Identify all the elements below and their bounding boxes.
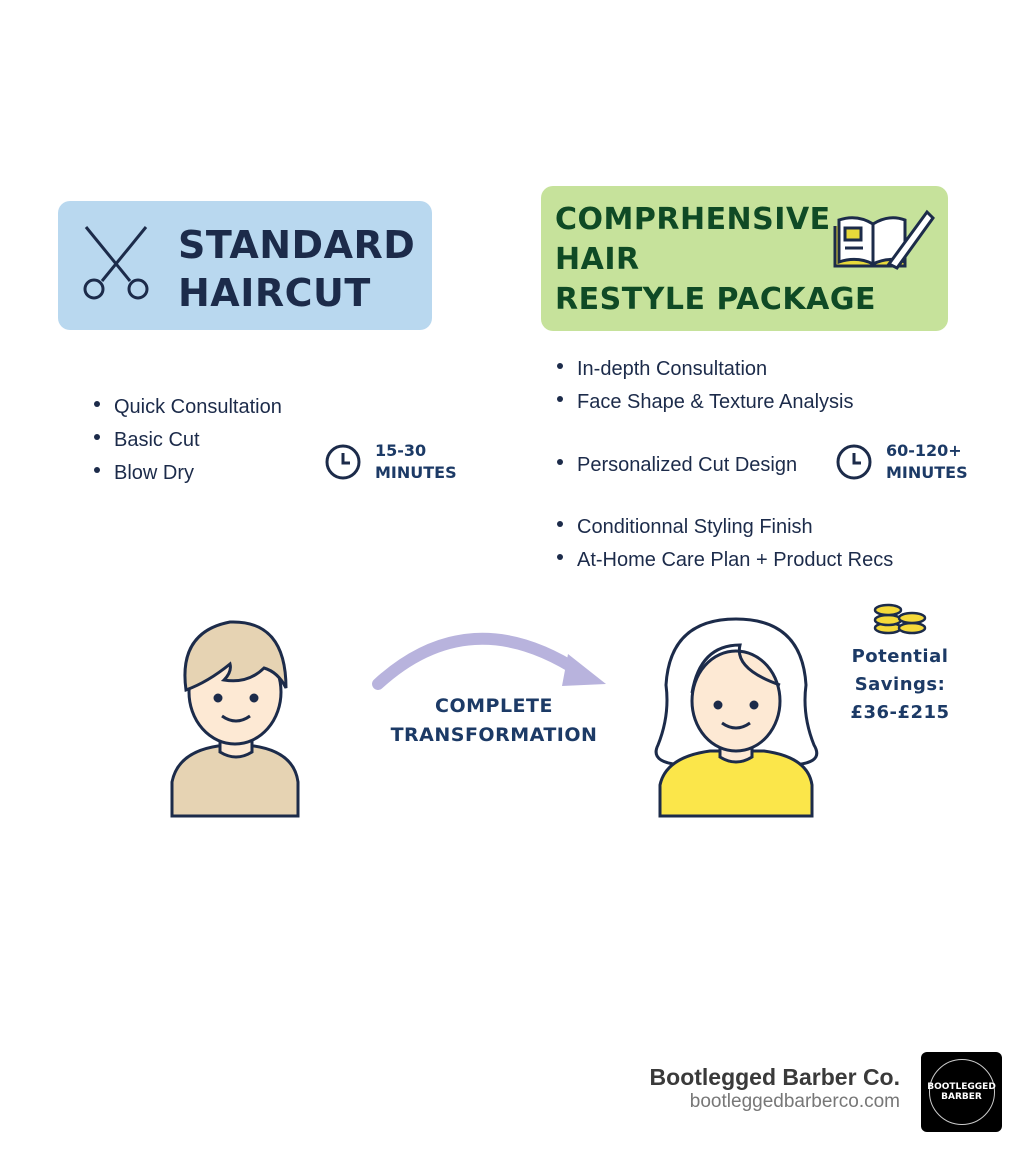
- transformation-arrow: [370, 620, 610, 690]
- brand-logo: BOOTLEGGED BARBER: [921, 1052, 1002, 1132]
- clock-icon: [324, 443, 362, 481]
- list-item: Quick Consultation: [92, 391, 282, 424]
- long-hair-person-illustration: [640, 615, 835, 818]
- comprehensive-service-list-end: [555, 511, 893, 577]
- list-item: In-depth Consultation: [555, 353, 853, 386]
- comprehensive-service-list: [555, 353, 853, 419]
- standard-time-unit: MINUTES: [375, 463, 457, 482]
- standard-haircut-card: [58, 201, 432, 330]
- savings-label: Potential Savings:: [851, 646, 949, 695]
- comprehensive-title-line1: COMPRHENSIVE: [555, 202, 831, 237]
- comprehensive-title-line2: HAIR: [555, 242, 640, 277]
- book-and-comb-icon: [833, 204, 937, 272]
- comprehensive-package-card: [541, 186, 948, 331]
- list-item: Face Shape & Texture Analysis: [555, 386, 853, 419]
- list-item: Conditionnal Styling Finish: [555, 511, 893, 544]
- coins-icon: [872, 600, 928, 636]
- list-item: Personalized Cut Design: [555, 449, 797, 482]
- list-item: Basic Cut: [92, 424, 282, 457]
- short-hair-person-illustration: [168, 612, 303, 818]
- comprehensive-service-list-mid: [555, 449, 797, 482]
- comprehensive-time-unit: MINUTES: [886, 463, 968, 482]
- standard-service-list: [92, 391, 282, 490]
- transformation-line1: COMPLETE: [435, 695, 553, 717]
- list-item: At-Home Care Plan + Product Recs: [555, 544, 893, 577]
- scissors-icon: [78, 223, 154, 303]
- list-item: Blow Dry: [92, 457, 282, 490]
- comprehensive-title-line3: RESTYLE PACKAGE: [555, 282, 876, 317]
- standard-title-line2: HAIRCUT: [178, 271, 371, 315]
- standard-title-line1: STANDARD: [178, 223, 416, 267]
- standard-time-range: 15-30: [375, 441, 427, 460]
- savings-value: £36-£215: [850, 702, 950, 723]
- transformation-line2: TRANSFORMATION: [390, 724, 598, 746]
- brand-url[interactable]: bootleggedbarberco.com: [689, 1091, 900, 1112]
- brand-name: Bootlegged Barber Co.: [649, 1064, 900, 1090]
- comprehensive-time-range: 60-120+: [886, 441, 962, 460]
- clock-icon: [835, 443, 873, 481]
